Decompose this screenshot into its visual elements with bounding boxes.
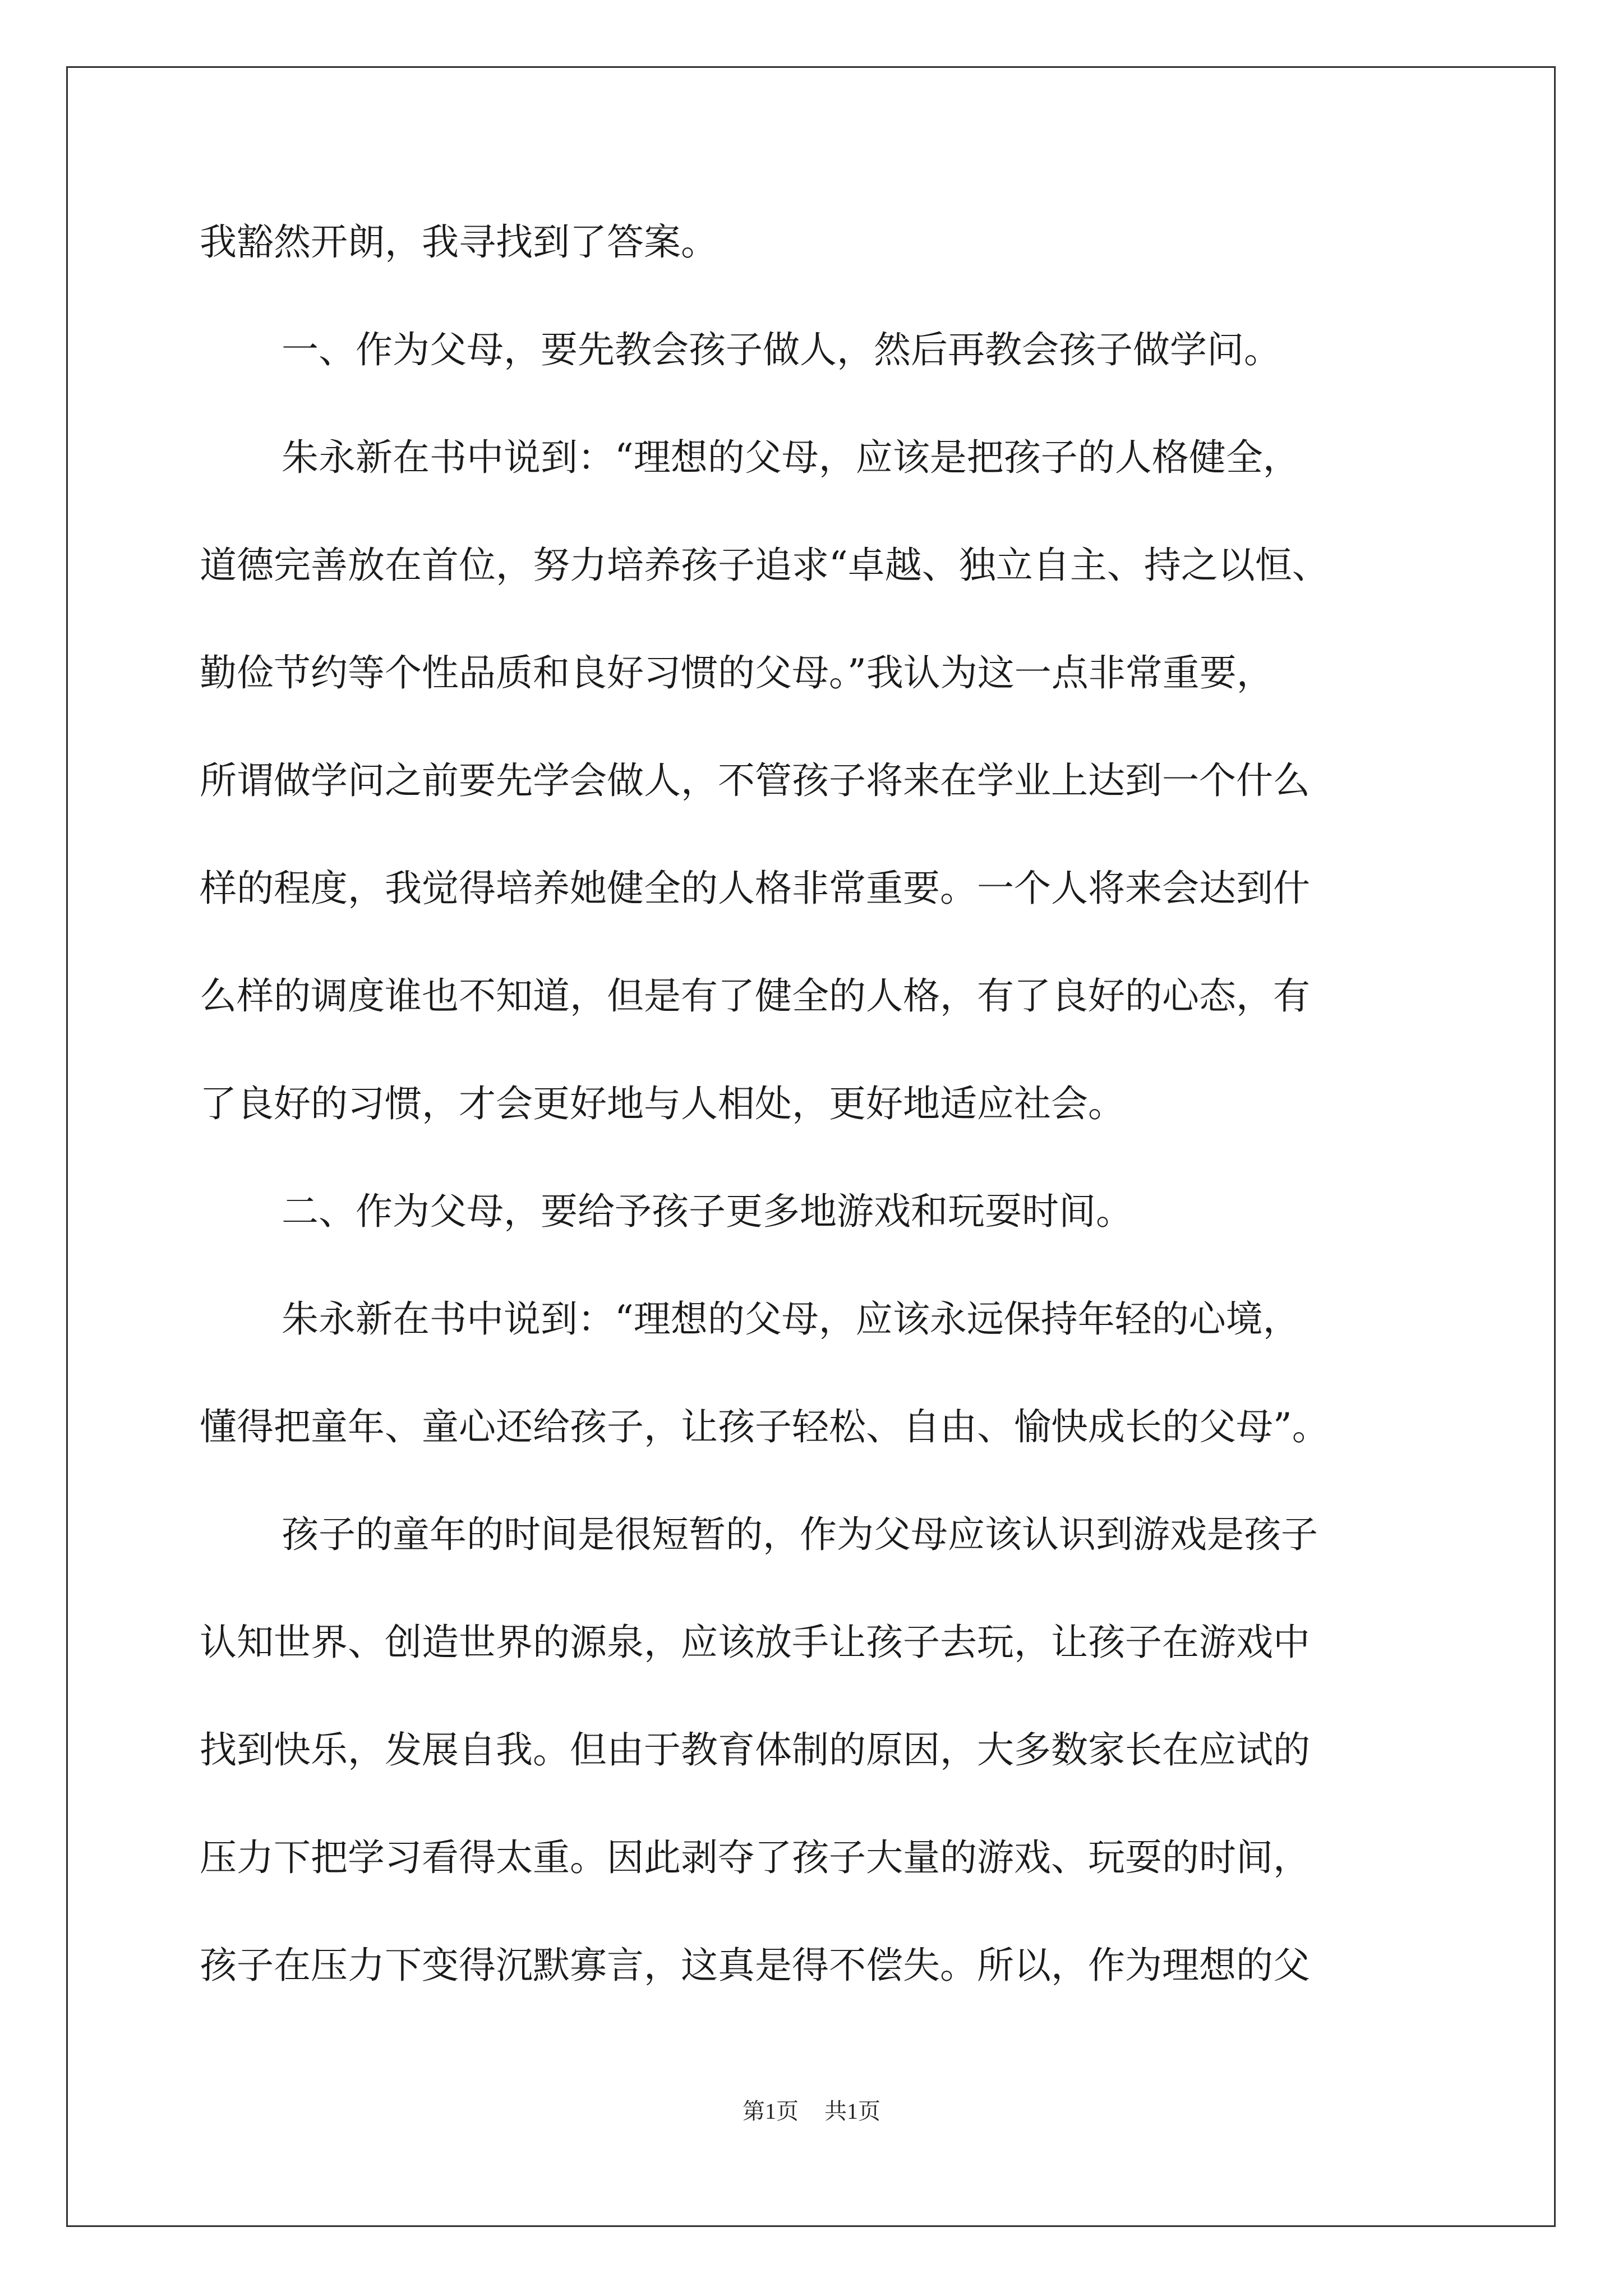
page-number: 第1页 (743, 2099, 799, 2124)
paragraph-line: 了良好的习惯，才会更好地与人相处，更好地适应社会。 (200, 1082, 1125, 1125)
page-footer (0, 2093, 1623, 2125)
section-heading-1: 一、作为父母，要先教会孩子做人，然后再教会孩子做学问。 (282, 328, 1281, 371)
paragraph-line: 孩子的童年的时间是很短暂的，作为父母应该认识到游戏是孩子 (282, 1513, 1318, 1556)
paragraph-line: 么样的调度谁也不知道，但是有了健全的人格，有了良好的心态，有 (200, 974, 1310, 1018)
paragraph-line: 勤俭节约等个性品质和良好习惯的父母。”我认为这一点非常重要， (200, 651, 1274, 694)
paragraph-line: 认知世界、创造世界的源泉，应该放手让孩子去玩，让孩子在游戏中 (200, 1621, 1310, 1664)
page-total: 共1页 (824, 2099, 880, 2124)
paragraph-line: 我豁然开朗，我寻找到了答案。 (200, 220, 718, 264)
paragraph-line: 朱永新在书中说到：“理想的父母，应该永远保持年轻的心境， (282, 1297, 1300, 1341)
page-border (66, 66, 1556, 2227)
paragraph-line: 孩子在压力下变得沉默寡言，这真是得不偿失。所以，作为理想的父 (200, 1944, 1310, 1987)
paragraph-line: 懂得把童年、童心还给孩子，让孩子轻松、自由、愉快成长的父母”。 (200, 1405, 1329, 1448)
paragraph-line: 样的程度，我觉得培养她健全的人格非常重要。一个人将来会达到什 (200, 867, 1310, 910)
paragraph-line: 压力下把学习看得太重。因此剥夺了孩子大量的游戏、玩耍的时间， (200, 1836, 1310, 1879)
paragraph-line: 道德完善放在首位，努力培养孩子追求“卓越、独立自主、持之以恒、 (200, 544, 1329, 587)
paragraph-line: 所谓做学问之前要先学会做人，不管孩子将来在学业上达到一个什么 (200, 759, 1310, 802)
paragraph-line: 朱永新在书中说到：“理想的父母，应该是把孩子的人格健全， (282, 436, 1300, 479)
paragraph-line: 找到快乐，发展自我。但由于教育体制的原因，大多数家长在应试的 (200, 1728, 1310, 1772)
section-heading-2: 二、作为父母，要给予孩子更多地游戏和玩耍时间。 (282, 1190, 1133, 1233)
